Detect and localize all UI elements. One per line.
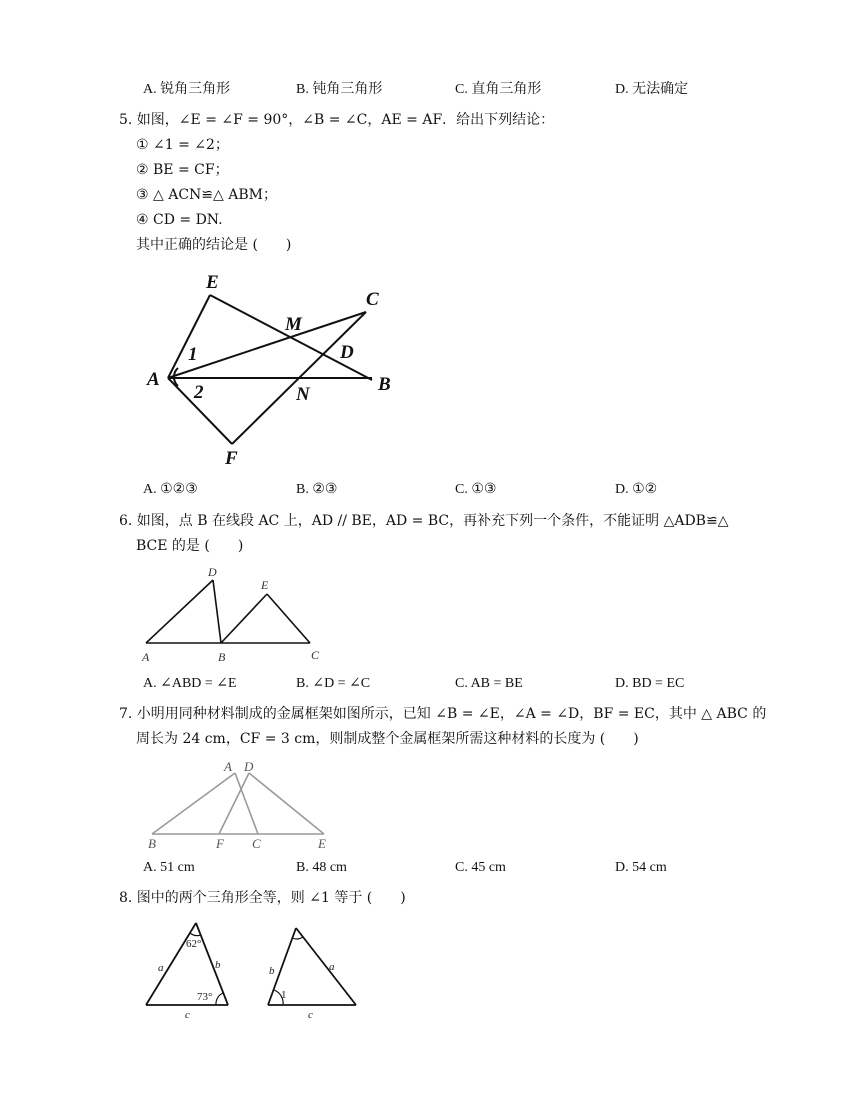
q8-angle-73: 73° — [197, 991, 213, 1003]
q8-angle-62: 62° — [186, 938, 202, 950]
q6-label-c: C — [311, 648, 320, 662]
q6-label-e: E — [261, 578, 269, 592]
q6-label-d: D — [208, 565, 217, 579]
q6-option-d: D. BD = EC — [615, 676, 685, 691]
q5-label-a: A — [147, 369, 160, 390]
q6-label-a: A — [142, 650, 150, 664]
q6-option-b: B. ∠D = ∠C — [296, 676, 371, 691]
q5-statement-1: ① ∠1 = ∠2； — [136, 137, 229, 153]
q5-label-n: N — [296, 384, 310, 405]
q7-stem-line1: 7. 小明用同种材料制成的金属框架如图所示，已知 ∠B = ∠E，∠A = ∠D，BF = EC，其中 △ ABC 的 — [119, 706, 767, 722]
q6-label-b: B — [218, 650, 226, 664]
q8-label-c2: c — [308, 1009, 313, 1021]
q7-label-f: F — [216, 836, 224, 851]
q5-option-d: D. ①② — [615, 482, 658, 497]
q8-label-a2: a — [329, 961, 335, 973]
q8-label-c1: c — [185, 1009, 190, 1021]
q8-stem: 8. 图中的两个三角形全等，则 ∠1 等于 ( ) — [119, 890, 406, 906]
q5-label-m: M — [285, 314, 302, 335]
q5-label-c: C — [366, 289, 379, 310]
q7-label-b: B — [148, 836, 156, 851]
q4-option-b: B. 钝角三角形 — [296, 82, 383, 97]
q8-label-1: 1 — [281, 989, 287, 1001]
q5-label-d: D — [340, 342, 354, 363]
q5-label-1: 1 — [188, 344, 198, 365]
q7-option-a: A. 51 cm — [143, 860, 195, 875]
q7-label-c: C — [252, 836, 261, 851]
q5-statement-3: ③ △ ACN≌△ ABM； — [136, 187, 277, 203]
q4-option-d: D. 无法确定 — [615, 82, 689, 97]
q7-label-d: D — [244, 759, 254, 774]
q5-prompt: 其中正确的结论是 ( ) — [136, 237, 292, 253]
q5-label-f: F — [225, 448, 238, 469]
q5-statement-4: ④ CD = DN. — [136, 212, 223, 228]
q7-option-b: B. 48 cm — [296, 860, 347, 875]
q6-stem-line1: 6. 如图，点 B 在线段 AC 上，AD // BE，AD = BC，再补充下列一个条件，不能证明 △ADB≌△ — [119, 513, 729, 529]
q6-option-c: C. AB = BE — [455, 676, 523, 691]
q8-label-a1: a — [158, 962, 164, 974]
q5-stem: 5. 如图，∠E = ∠F = 90°，∠B = ∠C，AE = AF．给出下列结论： — [119, 112, 555, 128]
q5-option-a: A. ①②③ — [143, 482, 198, 497]
q7-label-a: A — [224, 759, 232, 774]
q5-statement-2: ② BE = CF； — [136, 162, 229, 178]
q4-option-a: A. 锐角三角形 — [143, 82, 231, 97]
q5-option-b: B. ②③ — [296, 482, 338, 497]
q7-option-c: C. 45 cm — [455, 860, 506, 875]
q8-label-b1: b — [215, 959, 221, 971]
q6-option-a: A. ∠ABD = ∠E — [143, 676, 237, 691]
q5-label-2: 2 — [194, 382, 204, 403]
q5-label-b: B — [378, 374, 391, 395]
q7-stem-line2: 周长为 24 cm，CF = 3 cm，则制成整个金属框架所需这种材料的长度为 ( ) — [136, 731, 639, 747]
q7-option-d: D. 54 cm — [615, 860, 667, 875]
q8-label-b2: b — [269, 965, 275, 977]
q4-option-c: C. 直角三角形 — [455, 82, 542, 97]
q7-label-e: E — [318, 836, 326, 851]
q6-stem-line2: BCE 的是 ( ) — [136, 538, 244, 554]
q5-label-e: E — [206, 272, 219, 293]
q5-option-c: C. ①③ — [455, 482, 497, 497]
